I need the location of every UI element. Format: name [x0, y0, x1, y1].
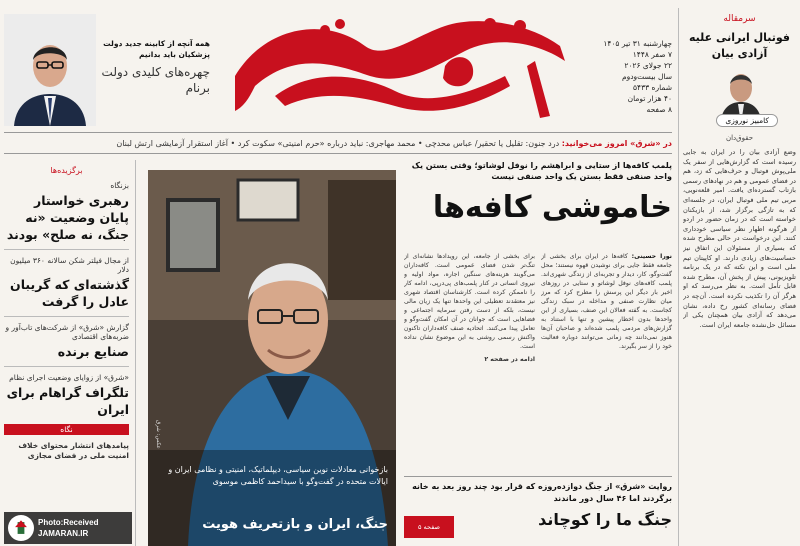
issue-year: سال بیست‌ودوم: [621, 72, 672, 81]
topline-label: در «شرق» امروز می‌خوانید:: [561, 139, 672, 148]
lead-headline[interactable]: خاموشی کافه‌ها: [432, 190, 672, 225]
left-item[interactable]: [4, 256, 129, 310]
divider: [4, 316, 129, 317]
left-item-title: تلگراف گراهام برای ایران: [6, 385, 129, 417]
divider: [4, 366, 129, 367]
left-item-title: گذشته‌ای که گریبان عادل را گرفت: [10, 277, 129, 309]
lead-byline: نورا حسینی:: [631, 253, 672, 260]
lead-kicker: پلمب کافه‌ها از ستایی و ابراهشم را نوفل لوشاتو؛ وقتی بستن یک واحد صنفی فقط بستن یک واحد صنفی نیست: [411, 161, 672, 181]
left-item[interactable]: [4, 373, 129, 418]
left-item-title: رهبری خواستار پایان وضعیت «نه جنگ، نه صلح» بودند: [6, 193, 129, 242]
left-item-kicker: از مجال فیلتر شکن سالانه ۳۶۰ میلیون دلار: [10, 256, 129, 274]
issue-pages: ۸ صفحه: [646, 105, 672, 114]
logo-graphic: [205, 6, 585, 124]
left-last-title[interactable]: پیامدهای انتشار محتوای خلاف امنیت ملی در فضای مجازی: [18, 441, 129, 460]
lead-body: [404, 252, 672, 466]
photo-headline: جنگ، ایران و بازتعریف هویت: [202, 517, 388, 532]
lead-column: [404, 252, 535, 466]
promo-kicker: همه آنچه از کابینه جدید دولت پزشکیان باید بدانیم: [103, 39, 210, 59]
editorial-body: وضع آزادی بیان را در ایران به جایی رسیده است که گزارش‌هایی از سفر یک ملی‌پوش فوتبال و حرف‌هایی که زد، هم در فضای عمومی و هم در نهادهای رسمی بازتاب گسترده‌ای یافت. امیر قلعه‌نویی، مربی تیم ملی فوتبال ایران، در جلسه‌ای که به تازگی برگزار شد، از بازیکنان خواسته است که در زمان حضور در اردو از هرگونه اظهار نظر سیاسی خودداری کنند. این درخواست در حالی مطرح شده که بسیاری از مسئولان این اتفاق نیز حساسیت‌های زیادی دارند. او کاپیتان تیم ملی است و این نکته که در یک برنامه تلویزیونی، پیش از پخش آن، مطرح شده قابل تأمل است. به نظر می‌رسد که او هرگز آن را تکذیب نکرده است. آن‌چه در فضای رسانه‌ای کشور رخ داده، نشان می‌دهد که آزادی بیان همچنان یکی از مسائل حل‌نشده جامعه ایران است.: [683, 148, 796, 329]
sub-story-kicker: روایت «شرق» از جنگ دوازده‌روزه که قرار بود چند روز بعد به خانه برگردند اما ۴۶ سال دور ماندند: [404, 476, 672, 505]
main-photo-story[interactable]: [148, 170, 396, 546]
photo-credit: عکس: شرق: [155, 420, 161, 449]
left-item-kicker: گزارش «شرق» از شرکت‌های تاب‌آور و ضربه‌های اقتصادی: [5, 323, 129, 341]
jamaran-logo-icon: [8, 515, 34, 541]
left-column: [4, 160, 136, 546]
watermark-line2: JAMARAN.IR: [38, 529, 89, 538]
editorial-kicker: سرمقاله: [723, 14, 756, 24]
promo-portrait: [4, 14, 96, 126]
issue-info: [592, 38, 672, 118]
left-item[interactable]: [4, 181, 129, 243]
look-tag: نگاه: [4, 424, 129, 435]
topline-text: درد جنون: تقلیل یا تحقیر/ عباس محدچی • محمد مهاجری: نباید درباره «حرم امنیتی» سکوت کرد • آغاز استقرار آزمایشی ارتش لبنان: [116, 139, 560, 148]
editorial-title: فوتبال ایرانی علیه آزادی بیان: [689, 31, 790, 60]
masthead-promo[interactable]: [98, 38, 210, 96]
editorial-column[interactable]: [678, 8, 796, 546]
watermark-text: [38, 517, 98, 539]
editorial-author-name: کامبیز نوروزی: [716, 114, 778, 127]
left-item[interactable]: [4, 323, 129, 360]
divider: [4, 249, 129, 250]
lead-column: [541, 252, 672, 466]
topline-digest: [4, 132, 672, 154]
lead-column-text: کافه‌ها در ایران برای بخشی از جامعه فقط جایی برای نوشیدن قهوه نیستند؛ محل گفت‌وگو، کار، دیدار و تجربه‌ای از زندگی شهری‌اند. پلمب کافه‌های نوفل لوشاتو و ستایی در روزهای اخیر بار دیگر این پرسش را مطرح کرد که مرز میان نظارت صنفی و مداخله در سبک زندگی کجاست. به گفته فعالان این صنف، بسیاری از این واحدها بدون اخطار پیشین و تنها با استناد به گزارش‌های مردمی پلمب شده‌اند و صاحبان آن‌ها هنوز نمی‌دانند چه زمانی می‌توانند دوباره فعالیت خود را از سر بگیرند.: [541, 253, 672, 350]
sub-story-page-tag: صفحه ۵: [404, 516, 454, 538]
interview-photo: [148, 170, 396, 546]
newspaper-logo: [205, 6, 585, 124]
left-item-title: صنایع برنده: [57, 344, 129, 359]
left-item-kicker: بزنگاه: [110, 181, 129, 190]
jamaran-watermark: [4, 512, 132, 544]
sub-story-headline[interactable]: جنگ ما را کوچاند: [538, 510, 672, 529]
issue-number: شماره ۵۴۳۳: [633, 83, 672, 92]
left-item-kicker: «شرق» از زوایای وضعیت اجرای نظام: [9, 373, 129, 382]
editorial-author-role: حقوق‌دان: [725, 134, 754, 142]
editorial-author-block: [683, 64, 796, 130]
issue-gregorian-date: ۲۲ جولای ۲۰۲۶: [624, 61, 672, 70]
issue-price: ۴۰ هزار تومان: [627, 94, 672, 103]
issue-hijri-date: ۷ صفر ۱۴۴۸: [632, 50, 672, 59]
promo-title: چهره‌های کلیدی دولت برنام: [101, 65, 210, 95]
lead-continue[interactable]: ادامه در صفحه ۲: [484, 356, 535, 363]
left-section-title: برگزیده‌ها: [50, 166, 83, 175]
watermark-line1: Photo:Received: [38, 518, 99, 527]
issue-date: چهارشنبه ۳۱ تیر ۱۴۰۵: [603, 39, 672, 48]
photo-caption: بازخوانی معادلات نوین سیاسی، دیپلماتیک، امنیتی و نظامی ایران و ایالات متحده در گفت‌وگو با سیداحمد کاظمی موسوی: [168, 465, 388, 486]
lead-column-text: برای بخشی از جامعه، این رویدادها نشانه‌ای از تنگ‌تر شدن فضای عمومی است. کافه‌داران می‌گویند هزینه‌های سنگین اجاره، مواد اولیه و نیروی انسانی در کنار پلمب‌های پی‌درپی، ادامه کار را ناممکن کرده است. کارشناسان اقتصاد شهری نیز معتقدند تعطیلی این واحدها تنها یک زیان مالی نیست، بلکه از دست رفتن سرمایه اجتماعی و فضاهایی است که جوانان در آن امکان گفت‌وگو و تعامل پیدا می‌کنند. اتحادیه صنف کافه‌داران تاکنون واکنش رسمی روشنی به این موضوع نشان نداده است.: [404, 253, 535, 350]
